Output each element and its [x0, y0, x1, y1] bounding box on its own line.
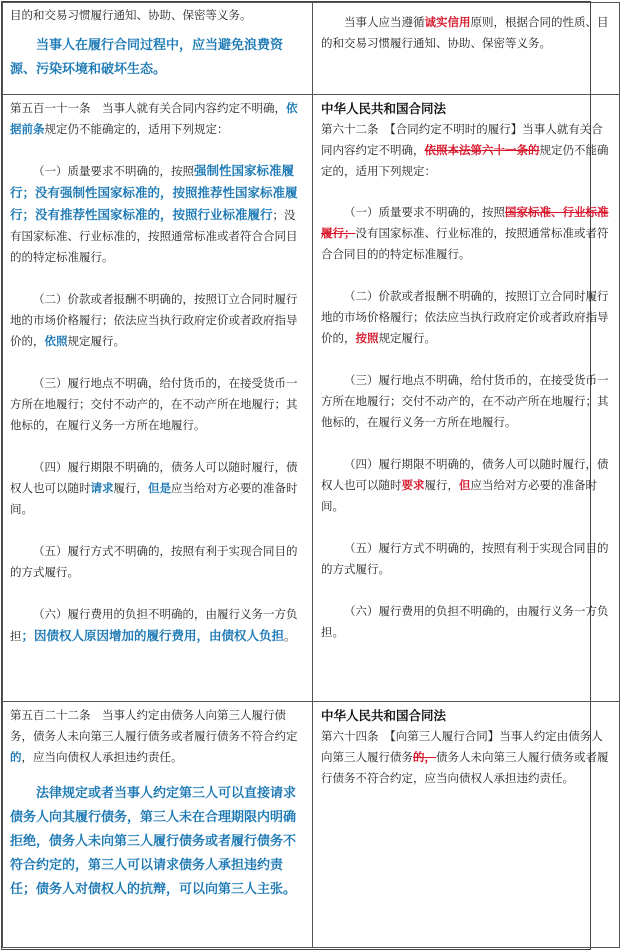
- contract-law-cell: [313, 3, 620, 95]
- text-span: （一）质量要求不明确的，按照: [344, 205, 505, 219]
- text-span: （二）价款或者报酬不明确的，按照订立合同时履行地的市场价格履行；依法应当执行政府定价或者政府指导价的，: [10, 292, 298, 348]
- text-span: 履行，: [113, 481, 148, 495]
- text-span: （四）履行期限不明确的，债务人可以随时履行，债权人也可以随时: [321, 457, 609, 492]
- article-heading: [10, 98, 306, 140]
- text-span: （二）价款或者报酬不明确的，按照订立合同时履行地的市场价格履行；依法应当执行政府定价或者政府指导价的，: [321, 289, 609, 345]
- clause-6: （六）履行费用的负担不明确的，由履行义务一方负担。: [321, 604, 609, 639]
- added-text: 依据前条: [10, 101, 298, 136]
- clause-5: （五）履行方式不明确的，按照有利于实现合同目的的方式履行。: [321, 541, 609, 576]
- text-span: 当事人应当遵循: [344, 15, 425, 29]
- text-span: （一）质量要求不明确的，按照: [33, 164, 194, 178]
- deleted-text: 依照本法第六十一条的: [424, 143, 540, 157]
- text-span: 履行，: [424, 478, 459, 492]
- added-text: 请求: [90, 481, 114, 495]
- table-row: [3, 95, 620, 702]
- text-line: 目的和交易习惯履行通知、协助、保密等义务。: [10, 8, 252, 22]
- added-text: 当事人在履行合同过程中，应当避免浪费资源、污染环境和破坏生态。: [10, 38, 284, 77]
- text-span: （六）履行费用的负担不明确的，由履行义务一方负担: [10, 607, 298, 643]
- changed-text: 按照: [355, 331, 379, 345]
- highlight-deleted-text: 诚实信用: [424, 15, 471, 29]
- clause-4: [321, 454, 613, 517]
- article-heading: [321, 726, 613, 789]
- contract-law-cell: [313, 702, 620, 948]
- text-span: 第六十四条 【向第三人履行合同】当事人约定由债务人向第三人履行债务: [321, 729, 603, 764]
- text-paragraph: [321, 12, 613, 54]
- added-text: 但是: [148, 481, 171, 495]
- added-text: 依照: [44, 334, 68, 348]
- clause-6: [10, 604, 306, 647]
- civil-code-cell: [3, 702, 313, 948]
- text-span: 第五百一十一条 当事人就有关合同内容约定不明确，: [10, 101, 286, 115]
- deleted-text: 国家标准、行业标准履行；: [321, 205, 609, 240]
- text-span: 规定仍不能确定的，适用下列规定：: [44, 122, 229, 136]
- clause-4: [10, 457, 306, 520]
- text-span: 债务人未向第三人履行债务或者履行债务不符合约定，应当向债权人承担违约责任。: [321, 750, 609, 785]
- deleted-text: 的，: [413, 750, 436, 764]
- clause-1: [321, 202, 613, 265]
- clause-2: [321, 286, 613, 349]
- text-span: 应当给对方必要的准备时间。: [10, 481, 298, 516]
- clause-3: （三）履行地点不明确，给付货币的，在接受货币一方所在地履行；交付不动产的，在不动产所在地履行；其他标的，在履行义务一方所在地履行。: [10, 376, 298, 432]
- added-text: 的: [10, 750, 22, 764]
- table-row: [3, 702, 620, 948]
- clause-2: [10, 289, 306, 352]
- civil-code-cell: [3, 95, 313, 702]
- text-span: 规定履行。: [378, 331, 436, 345]
- clause-1: [10, 160, 306, 268]
- text-span: 没有国家标准、行业标准的，按照通常标准或者符合合同目的的特定标准履行。: [321, 226, 609, 261]
- law-title: 中华人民共和国合同法: [321, 708, 447, 723]
- text-span: 规定仍不能确定的，适用下列规定：: [321, 143, 609, 178]
- text-span: 第六十二条 【合同约定不明时的履行】当事人就有关合同内容约定不明确，: [321, 122, 603, 157]
- added-text: ；因债权人原因增加的履行费用，由债权人负担: [21, 628, 285, 643]
- text-span: ；没有国家标准、行业标准的，按照通常标准或者符合合同目的的特定标准履行。: [10, 208, 298, 264]
- changed-text: 但: [459, 478, 471, 492]
- text-span: 。: [284, 629, 296, 643]
- law-title: 中华人民共和国合同法: [321, 101, 447, 116]
- added-text: 法律规定或者当事人约定第三人可以直接请求债务人向其履行债务，第三人未在合理期限内明确拒绝，债务人未向第三人履行债务或者履行债务不符合约定的，第三人可以请求债务人承担违约责任；债务人对债权人的抗辩，可以向第三人主张。: [10, 786, 297, 897]
- text-span: （四）履行期限不明确的，债务人可以随时履行，债权人也可以随时: [10, 460, 298, 495]
- text-span: 第五百二十二条 当事人约定由债务人向第三人履行债务，债务人未向第三人履行债务或者履行债务不符合约定: [10, 708, 298, 743]
- text-span: ，应当向债权人承担违约责任。: [21, 750, 183, 764]
- article-heading: [10, 705, 306, 768]
- law-comparison-table: [2, 2, 620, 948]
- table-row: [3, 3, 620, 95]
- contract-law-cell: [313, 95, 620, 702]
- text-span: 应当给对方必要的准备时间。: [321, 478, 597, 513]
- text-span: 规定履行。: [67, 334, 125, 348]
- added-text: 强制性国家标准履行；没有强制性国家标准的，按照推荐性国家标准履行；没有推荐性国家标准的，按照行业标准履行: [10, 163, 298, 222]
- comparison-table-page: [1, 1, 609, 950]
- article-heading: [321, 119, 613, 182]
- civil-code-cell: [3, 3, 313, 95]
- changed-text: 要求: [401, 478, 425, 492]
- clause-5: （五）履行方式不明确的，按照有利于实现合同目的的方式履行。: [10, 544, 298, 579]
- clause-3: （三）履行地点不明确，给付货币的，在接受货币一方所在地履行；交付不动产的，在不动产所在地履行；其他标的，在履行义务一方所在地履行。: [321, 373, 609, 429]
- text-span: 原则，根据合同的性质、目的和交易习惯履行通知、协助、保密等义务。: [321, 15, 609, 50]
